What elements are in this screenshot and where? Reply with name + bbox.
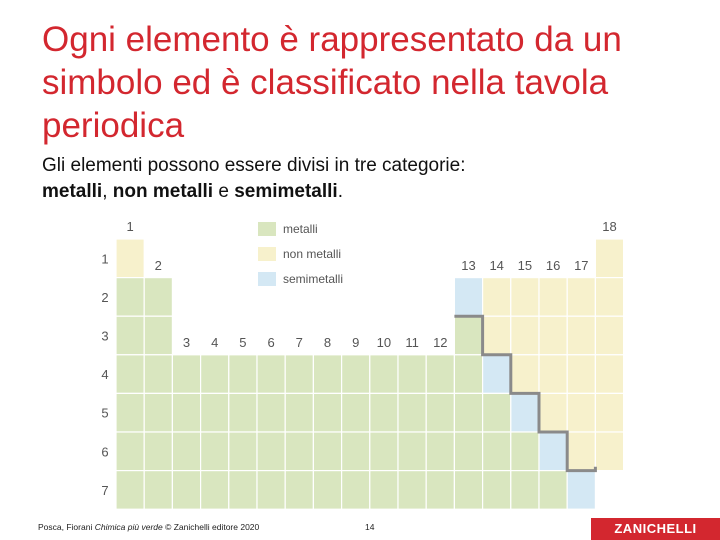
element-cell-g17-p4 [567,355,595,394]
element-cell-g14-p2 [483,278,511,317]
period-label-7: 7 [101,482,109,498]
element-cell-g16-p7 [539,471,567,510]
element-cell-g17-p3 [567,316,595,355]
element-cell-g4-p6 [201,432,229,471]
element-cell-g9-p4 [342,355,370,394]
legend-swatch-metal [258,222,276,236]
element-cell-g13-p4 [454,355,482,394]
element-cell-g2-p3 [144,316,172,355]
element-cell-g17-p7 [567,471,595,510]
group-label-9: 9 [352,335,360,350]
element-cell-g16-p5 [539,393,567,432]
element-cell-g2-p5 [144,393,172,432]
element-cell-g6-p5 [257,393,285,432]
element-cell-g10-p5 [370,393,398,432]
element-cell-g18-p1 [595,239,623,278]
element-cell-g13-p6 [454,432,482,471]
element-cell-g14-p4 [483,355,511,394]
group-label-2: 2 [154,258,162,273]
element-cell-g12-p5 [426,393,454,432]
element-cell-g1-p2 [116,278,144,317]
slide-title: Ogni elemento è rappresentato da un simbolo ed è classificato nella tavola periodica [42,20,622,145]
element-cell-g15-p2 [511,278,539,317]
footer-book: Chimica più verde [94,522,163,532]
element-cell-g5-p6 [229,432,257,471]
element-cell-g17-p2 [567,278,595,317]
element-cell-g10-p7 [370,471,398,510]
group-label-3: 3 [182,335,191,350]
element-cell-g3-p4 [172,355,200,394]
group-label-8: 8 [323,335,332,350]
group-label-6: 6 [267,335,275,350]
element-cell-g8-p4 [313,355,341,394]
group-label-17: 17 [574,258,589,273]
element-cell-g10-p4 [370,355,398,394]
element-cell-g15-p7 [511,471,539,510]
group-label-15: 15 [517,258,533,273]
group-label-12: 12 [433,335,448,350]
element-cell-g1-p7 [116,471,144,510]
element-cell-g15-p3 [511,316,539,355]
group-label-5: 5 [239,335,247,350]
element-cell-g4-p5 [201,393,229,432]
element-cell-g6-p7 [257,471,285,510]
period-label-1: 1 [101,251,109,267]
group-label-1: 1 [126,219,134,234]
element-cell-g7-p5 [285,393,313,432]
element-cell-g8-p7 [313,471,341,510]
group-label-10: 10 [376,335,392,350]
element-cell-g14-p6 [483,432,511,471]
element-cell-g16-p4 [539,355,567,394]
legend-label-metalloid: semimetalli [283,272,344,286]
element-cell-g6-p6 [257,432,285,471]
element-cell-g12-p7 [426,471,454,510]
legend-label-metal: metalli [283,222,318,236]
element-cell-g7-p6 [285,432,313,471]
element-cell-g2-p2 [144,278,172,317]
group-label-7: 7 [295,335,303,350]
period-label-3: 3 [101,328,109,344]
intro-nonmetals: non metalli [112,181,214,202]
group-label-13: 13 [461,258,476,273]
element-cell-g5-p4 [229,355,257,394]
element-cell-g13-p2 [454,278,482,317]
element-cell-g15-p6 [511,432,539,471]
element-cell-g16-p2 [539,278,567,317]
element-cell-g14-p7 [483,471,511,510]
element-cell-g7-p7 [285,471,313,510]
element-cell-g3-p5 [172,393,200,432]
intro-metals: metalli [42,181,103,202]
element-cell-g10-p6 [370,432,398,471]
footer-credit [38,522,259,532]
element-cell-g11-p6 [398,432,426,471]
element-cell-g16-p6 [539,432,567,471]
element-cell-g12-p6 [426,432,454,471]
element-cell-g18-p4 [595,355,623,394]
element-cell-g18-p2 [595,278,623,317]
element-cell-g2-p7 [144,471,172,510]
legend [258,222,343,286]
element-cell-g3-p7 [172,471,200,510]
group-label-18: 18 [602,219,617,234]
element-cell-g2-p6 [144,432,172,471]
element-cell-g8-p6 [313,432,341,471]
intro-sep2: e [213,181,235,202]
group-label-4: 4 [211,335,219,350]
footer-publisher: © Zanichelli editore 2020 [162,522,260,532]
element-cell-g5-p7 [229,471,257,510]
element-cell-g11-p5 [398,393,426,432]
element-cell-g15-p4 [511,355,539,394]
element-cell-g11-p7 [398,471,426,510]
intro-sep1: , [102,181,113,202]
period-label-4: 4 [101,367,109,383]
element-cell-g1-p5 [116,393,144,432]
publisher-logo: ZANICHELLI [591,518,720,540]
element-cell-g13-p7 [454,471,482,510]
period-label-6: 6 [101,444,109,460]
period-label-5: 5 [101,405,109,421]
group-label-16: 16 [545,258,561,273]
element-cell-g16-p3 [539,316,567,355]
element-cell-g17-p5 [567,393,595,432]
element-cell-g14-p3 [483,316,511,355]
element-cell-g18-p3 [595,316,623,355]
element-cell-g4-p4 [201,355,229,394]
element-cell-g2-p4 [144,355,172,394]
element-cell-g13-p5 [454,393,482,432]
intro-metalloids: semimetalli [234,181,338,202]
element-cell-g12-p4 [426,355,454,394]
element-cell-g6-p4 [257,355,285,394]
element-cell-g9-p5 [342,393,370,432]
element-cell-g11-p4 [398,355,426,394]
element-cell-g17-p6 [567,432,595,471]
page-number: 14 [365,522,375,532]
footer-authors: Posca, Fiorani [38,522,95,532]
element-cell-g9-p7 [342,471,370,510]
table-cells [116,239,624,509]
element-cell-g1-p6 [116,432,144,471]
intro-text: Gli elementi possono essere divisi in tre categorie: [42,155,466,176]
element-cell-g14-p5 [483,393,511,432]
element-cell-g1-p4 [116,355,144,394]
period-label-2: 2 [101,289,109,305]
intro-end: . [337,181,343,202]
element-cell-g18-p6 [595,432,623,471]
element-cell-g3-p6 [172,432,200,471]
element-cell-g4-p7 [201,471,229,510]
element-cell-g18-p5 [595,393,623,432]
element-cell-g8-p5 [313,393,341,432]
element-cell-g7-p4 [285,355,313,394]
legend-label-nonmetal: non metalli [283,247,342,261]
element-cell-g1-p3 [116,316,144,355]
group-label-14: 14 [489,258,504,273]
element-cell-g13-p3 [454,316,482,355]
legend-swatch-nonmetal [258,247,276,261]
group-label-11: 11 [405,335,419,350]
legend-swatch-metalloid [258,272,276,286]
element-cell-g9-p6 [342,432,370,471]
element-cell-g5-p5 [229,393,257,432]
element-cell-g15-p5 [511,393,539,432]
element-cell-g1-p1 [116,239,144,278]
